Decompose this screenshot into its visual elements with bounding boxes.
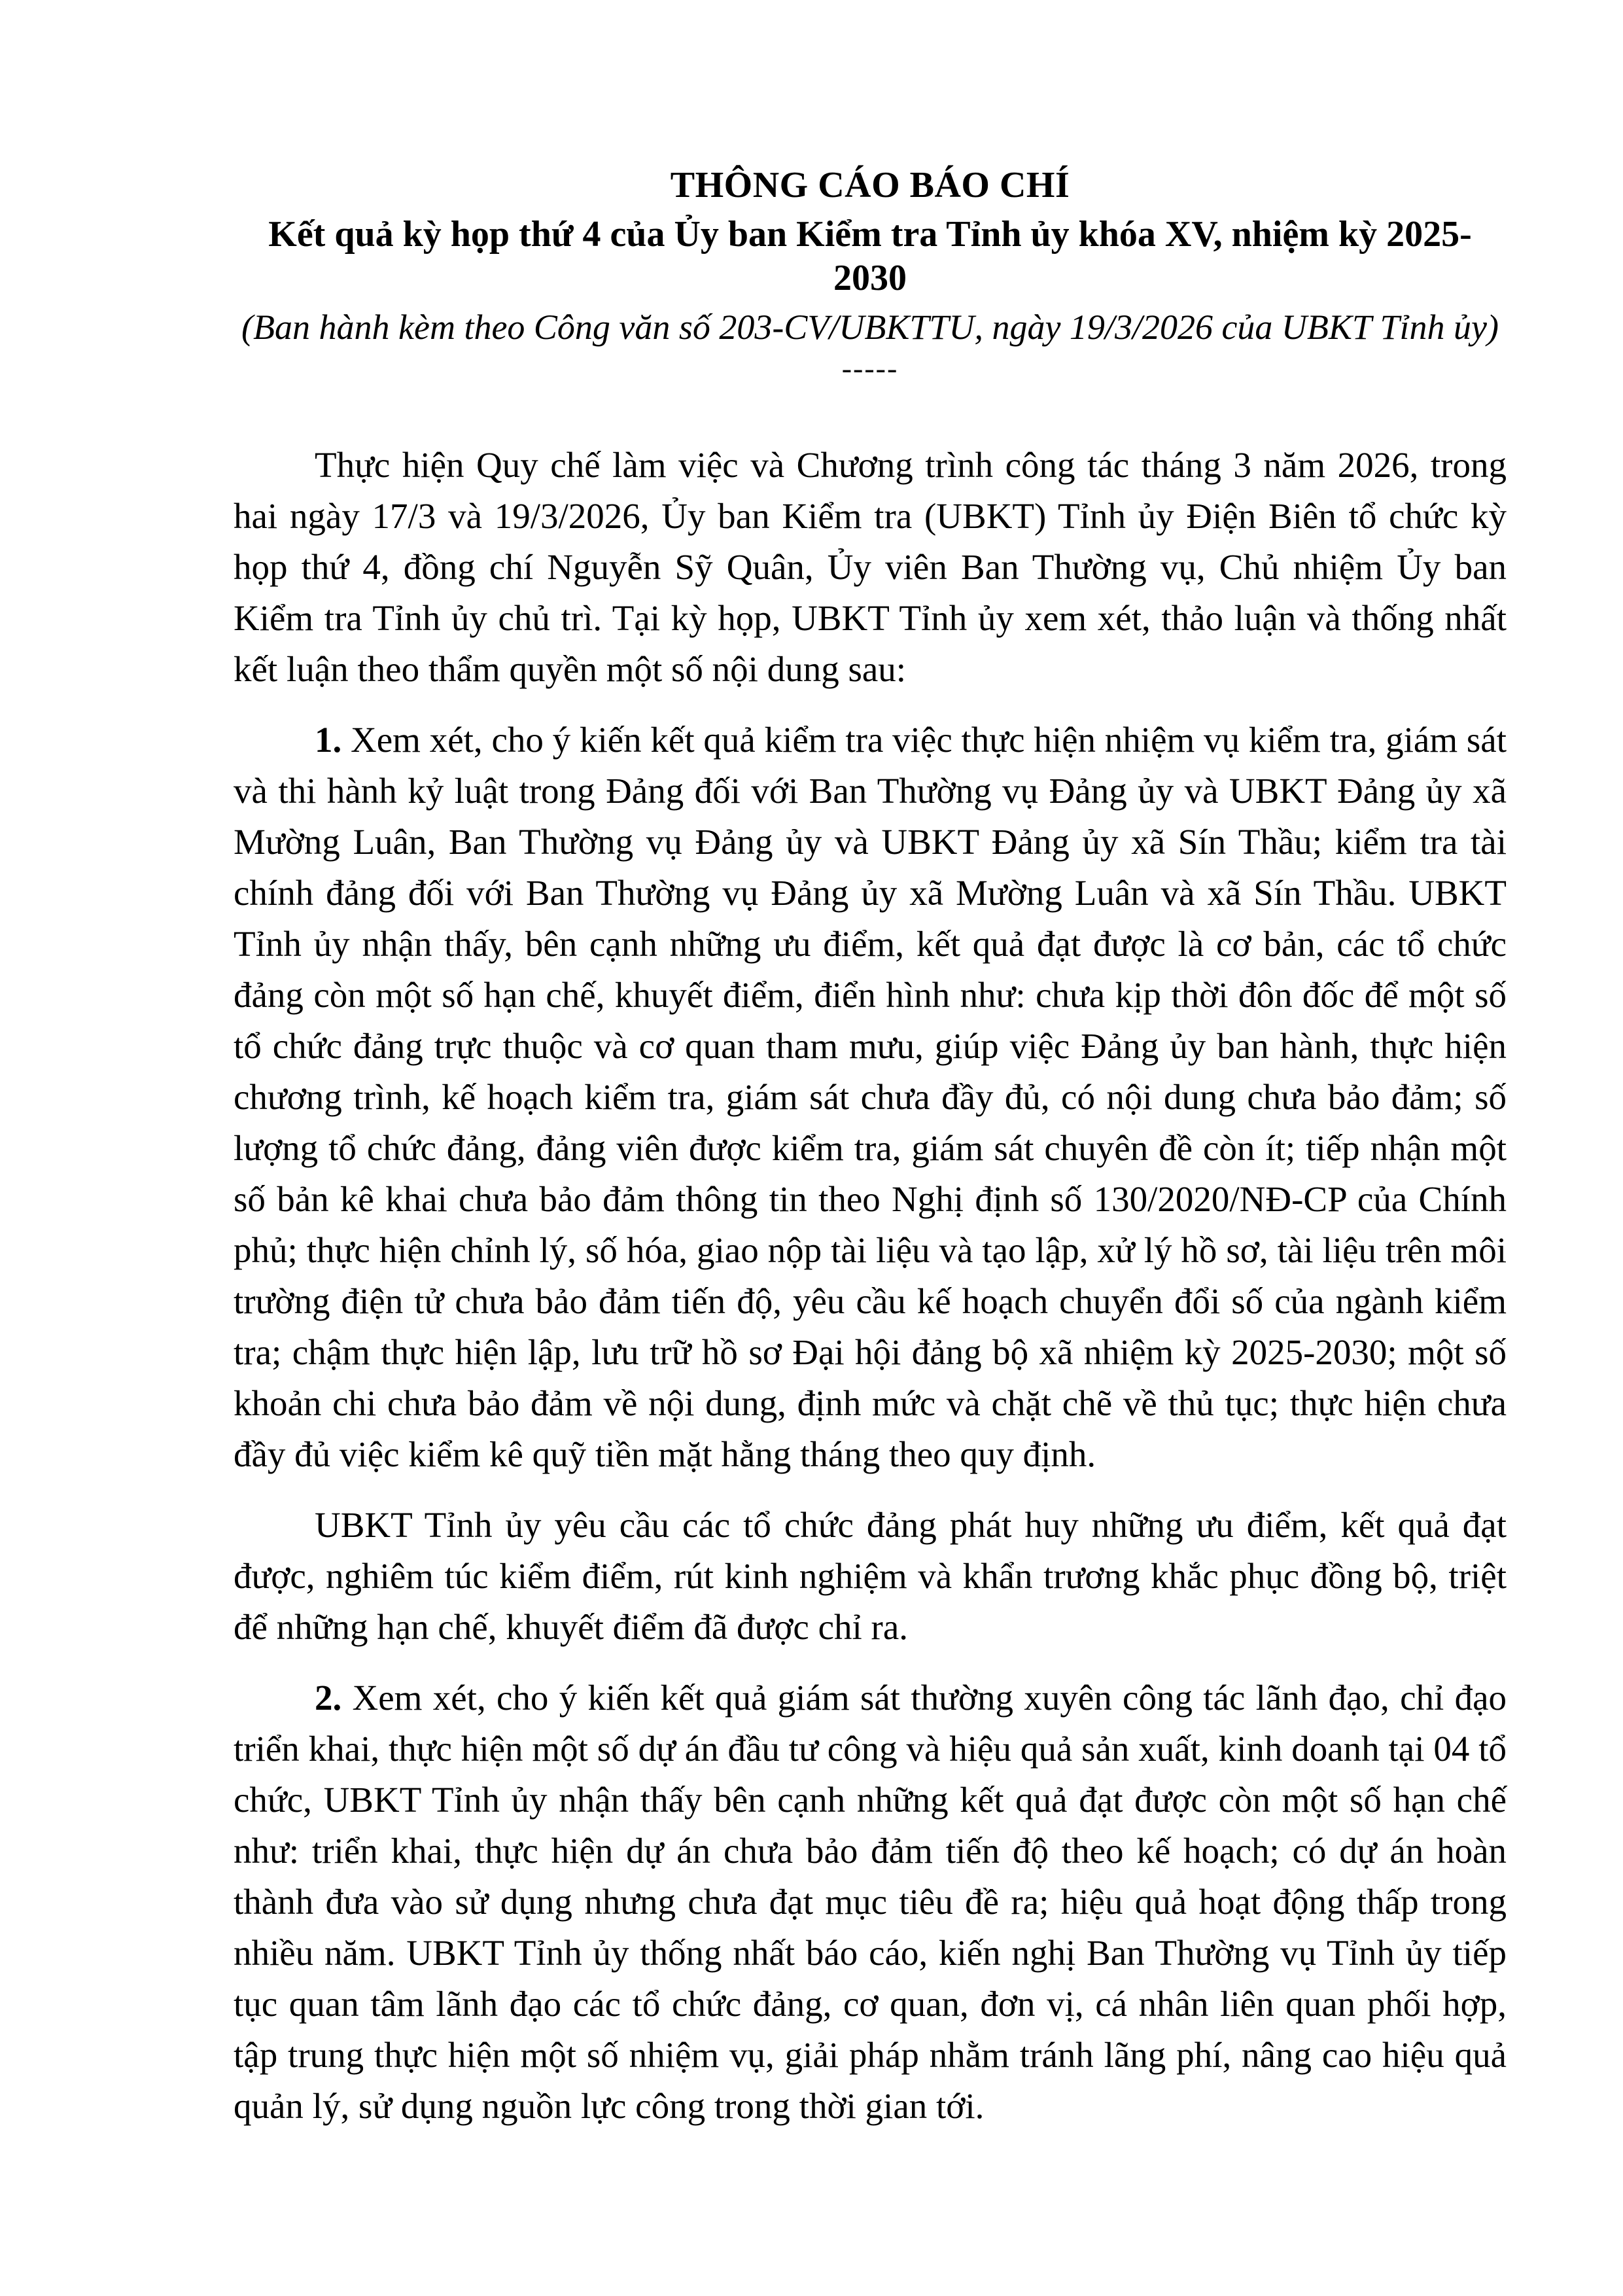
document-page bbox=[234, 164, 1507, 2151]
document-body bbox=[234, 440, 1507, 2132]
document-title: THÔNG CÁO BÁO CHÍ bbox=[670, 165, 1070, 205]
paragraph-intro bbox=[234, 440, 1507, 695]
paragraph-number: 2. bbox=[315, 1678, 342, 1718]
paragraph-request bbox=[234, 1500, 1507, 1653]
paragraph-text: UBKT Tỉnh ủy yêu cầu các tổ chức đảng phát huy những ưu điểm, kết quả đạt được, nghiêm túc kiểm điểm, rút kinh nghiệm và khẩn trương khắc phục đồng bộ, triệt để những hạn chế, khuyết điểm đã được chỉ ra. bbox=[234, 1505, 1507, 1648]
paragraph-item-2 bbox=[234, 1672, 1507, 2132]
paragraph-number: 1. bbox=[315, 720, 342, 760]
document-subtitle: Kết quả kỳ họp thứ 4 của Ủy ban Kiểm tra Tỉnh ủy khóa XV, nhiệm kỳ 2025-2030 bbox=[268, 214, 1472, 299]
paragraph-text: Xem xét, cho ý kiến kết quả giám sát thường xuyên công tác lãnh đạo, chỉ đạo triển khai, thực hiện một số dự án đầu tư công và hiệu quả sản xuất, kinh doanh tại 04 tổ chức, UBKT Tỉnh ủy nhận thấy bên cạnh những kết quả đạt được còn một số hạn chế như: triển khai, thực hiện dự án chưa bảo đảm tiến độ theo kế hoạch; có dự án hoàn thành đưa vào sử dụng nhưng chưa đạt mục tiêu đề ra; hiệu quả hoạt động thấp trong nhiều năm. UBKT Tỉnh ủy thống nhất báo cáo, kiến nghị Ban Thường vụ Tỉnh ủy tiếp tục quan tâm lãnh đạo các tổ chức đảng, cơ quan, đơn vị, cá nhân liên quan phối hợp, tập trung thực hiện một số nhiệm vụ, giải pháp nhằm tránh lãng phí, nâng cao hiệu quả quản lý, sử dụng nguồn lực công trong thời gian tới. bbox=[234, 1678, 1507, 2127]
issued-note: (Ban hành kèm theo Công văn số 203-CV/UBKTTU, ngày 19/3/2026 của UBKT Tỉnh ủy) bbox=[241, 307, 1499, 347]
paragraph-text: Xem xét, cho ý kiến kết quả kiểm tra việc thực hiện nhiệm vụ kiểm tra, giám sát và thi hành kỷ luật trong Đảng đối với Ban Thường vụ Đảng ủy và UBKT Đảng ủy xã Mường Luân, Ban Thường vụ Đảng ủy và UBKT Đảng ủy xã Sín Thầu; kiểm tra tài chính đảng đối với Ban Thường vụ Đảng ủy xã Mường Luân và xã Sín Thầu. UBKT Tỉnh ủy nhận thấy, bên cạnh những ưu điểm, kết quả đạt được là cơ bản, các tổ chức đảng còn một số hạn chế, khuyết điểm, điển hình như: chưa kịp thời đôn đốc để một số tổ chức đảng trực thuộc và cơ quan tham mưu, giúp việc Đảng ủy ban hành, thực hiện chương trình, kế hoạch kiểm tra, giám sát chưa đầy đủ, có nội dung chưa bảo đảm; số lượng tổ chức đảng, đảng viên được kiểm tra, giám sát chuyên đề còn ít; tiếp nhận một số bản kê khai chưa bảo đảm thông tin theo Nghị định số 130/2020/NĐ-CP của Chính phủ; thực hiện chỉnh lý, số hóa, giao nộp tài liệu và tạo lập, xử lý hồ sơ, tài liệu trên môi trường điện tử chưa bảo đảm tiến độ, yêu cầu kế hoạch chuyển đổi số của ngành kiểm tra; chậm thực hiện lập, lưu trữ hồ sơ Đại hội đảng bộ xã nhiệm kỳ 2025-2030; một số khoản chi chưa bảo đảm về nội dung, định mức và chặt chẽ về thủ tục; thực hiện chưa đầy đủ việc kiểm kê quỹ tiền mặt hằng tháng theo quy định. bbox=[234, 720, 1507, 1475]
paragraph-text: Thực hiện Quy chế làm việc và Chương trình công tác tháng 3 năm 2026, trong hai ngày 17/3 và 19/3/2026, Ủy ban Kiểm tra (UBKT) Tỉnh ủy Điện Biên tổ chức kỳ họp thứ 4, đồng chí Nguyễn Sỹ Quân, Ủy viên Ban Thường vụ, Chủ nhiệm Ủy ban Kiểm tra Tỉnh ủy chủ trì. Tại kỳ họp, UBKT Tỉnh ủy xem xét, thảo luận và thống nhất kết luận theo thẩm quyền một số nội dung sau: bbox=[234, 445, 1507, 690]
paragraph-item-1 bbox=[234, 715, 1507, 1480]
title-divider: ----- bbox=[841, 351, 899, 385]
